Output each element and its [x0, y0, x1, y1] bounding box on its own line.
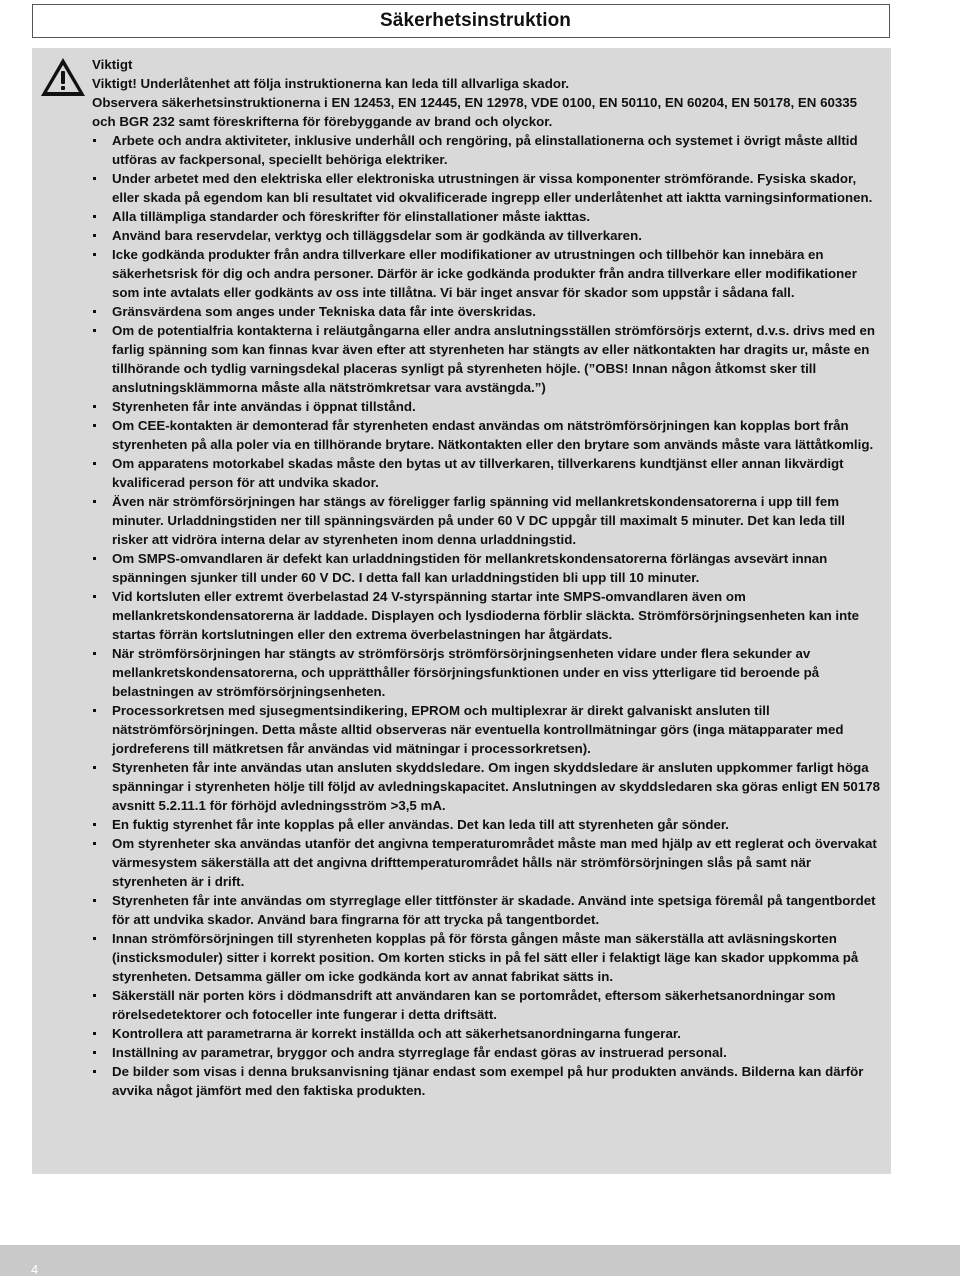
safety-rule-item: Under arbetet med den elektriska eller elektroniska utrustningen är vissa komponenter strömförande. Fysiska skador, eller skada på egendom kan bli resultatet vid okvalificerade ingrepp eller underlåtenhet att iaktta varningsinformationen. [92, 169, 884, 207]
warning-line-2: Observera säkerhetsinstruktionerna i EN 12453, EN 12445, EN 12978, VDE 0100, EN 50110, EN 60204, EN 50178, EN 60335 och BGR 232 samt föreskrifterna för förebyggande av brand och olyckor. [92, 95, 858, 129]
safety-rule-item: De bilder som visas i denna bruksanvisning tjänar endast som exempel på hur produkten används. Bilderna kan därför avvika något jämfört med den faktiska produkten. [92, 1062, 884, 1100]
page-number: 4 [31, 1262, 39, 1277]
safety-rule-item: När strömförsörjningen har stängts av strömförsörjs strömförsörjningsenheten vidare under flera sekunder av mellankretskondensatorerna, och upprätthåller försörjningsfunktionen under en viss ytterligare tid beroende på belastningen av strömförsörjningsenheten. [92, 644, 884, 701]
safety-content [92, 55, 884, 1100]
safety-rule-item: Även när strömförsörjningen har stängs av föreligger farlig spänning vid mellankretskondensatorerna i upp till fem minuter. Urladdningstiden ner till spänningsvärden på under 60 V DC uppgår till maximalt 5 minuter. Det kan leda till risker att vidröra interna delar av styrenheten inom denna urladdningstid. [92, 492, 884, 549]
safety-rule-item: Vid kortsluten eller extremt överbelastad 24 V-styrspänning startar inte SMPS-omvandlaren även om mellankretskondensatorerna är laddade. Displayen och lysdioderna förblir släckta. Strömförsörjningsenheten kan inte startas förrän kortslutningen eller den extrema överbelastningen har åtgärdats. [92, 587, 884, 644]
safety-rule-item: Säkerställ när porten körs i dödmansdrift att användaren kan se portområdet, eftersom säkerhetsanordningar som rörelsedetektorer och fotoceller inte fungerar i detta driftsätt. [92, 986, 884, 1024]
safety-rule-item: Icke godkända produkter från andra tillverkare eller modifikationer av utrustningen och tillbehör kan innebära en säkerhetsrisk för dig och andra personer. Därför är icke godkända produkter från andra tillverkare eller modifikationer som inte avtalats eller godkänts av oss inte tillåtna. Vi bär inget ansvar för skador som uppstår i sådana fall. [92, 245, 884, 302]
safety-rule-item: Kontrollera att parametrarna är korrekt inställda och att säkerhetsanordningarna fungerar. [92, 1024, 884, 1043]
safety-rule-item: Om styrenheter ska användas utanför det angivna temperaturområdet måste man med hjälp av ett reglerat och övervakat värmesystem säkerställa att det angivna drifttemperaturområdet hålls när strömförsörjningen slås på samt när styrenheten är i drift. [92, 834, 884, 891]
safety-rules-list [92, 131, 884, 1100]
safety-rule-item: Styrenheten får inte användas utan ansluten skyddsledare. Om ingen skyddsledare är ansluten uppkommer farligt höga spänningar i styrenheten höljе till följd av avledningskapacitet. Anslutningen av skyddsledaren ska göras enligt EN 50178 avsnitt 5.2.11.1 för förhöjd avledningsström >3,5 mA. [92, 758, 884, 815]
safety-rule-item: Styrenheten får inte användas i öppnat tillstånd. [92, 397, 884, 416]
page-title: Säkerhetsinstruktion [380, 10, 571, 31]
safety-rule-item: Gränsvärdena som anges under Tekniska data får inte överskridas. [92, 302, 884, 321]
footer-bar [0, 1245, 960, 1276]
safety-rule-item: Processorkretsen med sjusegmentsindikering, EPROM och multiplexrar är direkt galvaniskt ansluten till nätströmförsörjningen. Detta måste alltid observeras när eventuella kontrollmätningar görs (inga mätapparater med jordreferens till mätkretsen får användas vid mätningar i processorkretsen). [92, 701, 884, 758]
safety-rule-item: Styrenheten får inte användas om styrreglage eller tittfönster är skadade. Använd inte spetsiga föremål på tangentbordet för att undvika skador. Använd bara fingrarna för att trycka på tangentbordet. [92, 891, 884, 929]
safety-rule-item: Innan strömförsörjningen till styrenheten kopplas på för första gången måste man säkerställa att avläsningskorten (insticksmoduler) sitter i korrekt position. Om korten sticks in på fel sätt eller i felaktigt läge kan skador uppkomma på styrenheten. Detsamma gäller om icke godkända kort av annat fabrikat sätts in. [92, 929, 884, 986]
safety-rule-item: Om CEE-kontakten är demonterad får styrenheten endast användas om nätströmförsörjningen kan kopplas bort från styrenheten på alla poler via en tillhörande brytare. Nätkontakten eller den brytare som används måste vara lättåtkomlig. [92, 416, 884, 454]
safety-rule-item: Om apparatens motorkabel skadas måste den bytas ut av tillverkaren, tillverkarens kundtjänst eller annan likvärdigt kvalificerad person för att undvika skador. [92, 454, 884, 492]
safety-rule-item: Använd bara reservdelar, verktyg och tilläggsdelar som är godkända av tillverkaren. [92, 226, 884, 245]
warning-triangle-icon [40, 57, 86, 97]
safety-rule-item: Arbete och andra aktiviteter, inklusive underhåll och rengöring, på elinstallationerna och systemet i övrigt måste alltid utföras av fackpersonal, speciellt behöriga elektriker. [92, 131, 884, 169]
safety-rule-item: Om de potentialfria kontakterna i reläutgångarna eller andra anslutningsställen strömförsörjs externt, d.v.s. drivs med en farlig spänning som kan finnas kvar även efter att styrenheten har stängts av eller nätkontakten har dragits ur, måste en tillhörande och tydlig varningsdekal placeras synligt på styrenheten höjle. (”OBS! Innan någon åtkomst sker till anslutningsklämmorna måste alla nätströmkretsar vara avstängda.”) [92, 321, 884, 397]
title-bar [32, 4, 890, 38]
safety-rule-item: En fuktig styrenhet får inte kopplas på eller användas. Det kan leda till att styrenheten går sönder. [92, 815, 884, 834]
safety-rule-item: Inställning av parametrar, bryggor och andra styrreglage får endast göras av instruerad personal. [92, 1043, 884, 1062]
warning-line-1: Viktigt! Underlåtenhet att följa instruktionerna kan leda till allvarliga skador. [92, 76, 570, 91]
warning-heading: Viktigt [92, 57, 133, 72]
safety-rule-item: Alla tillämpliga standarder och föreskrifter för elinstallationer måste iakttas. [92, 207, 884, 226]
safety-rule-item: Om SMPS-omvandlaren är defekt kan urladdningstiden för mellankretskondensatorerna förlängas avsevärt innan spänningen sjunker till under 60 V DC. I detta fall kan urladdningstiden bli upp till 10 minuter. [92, 549, 884, 587]
